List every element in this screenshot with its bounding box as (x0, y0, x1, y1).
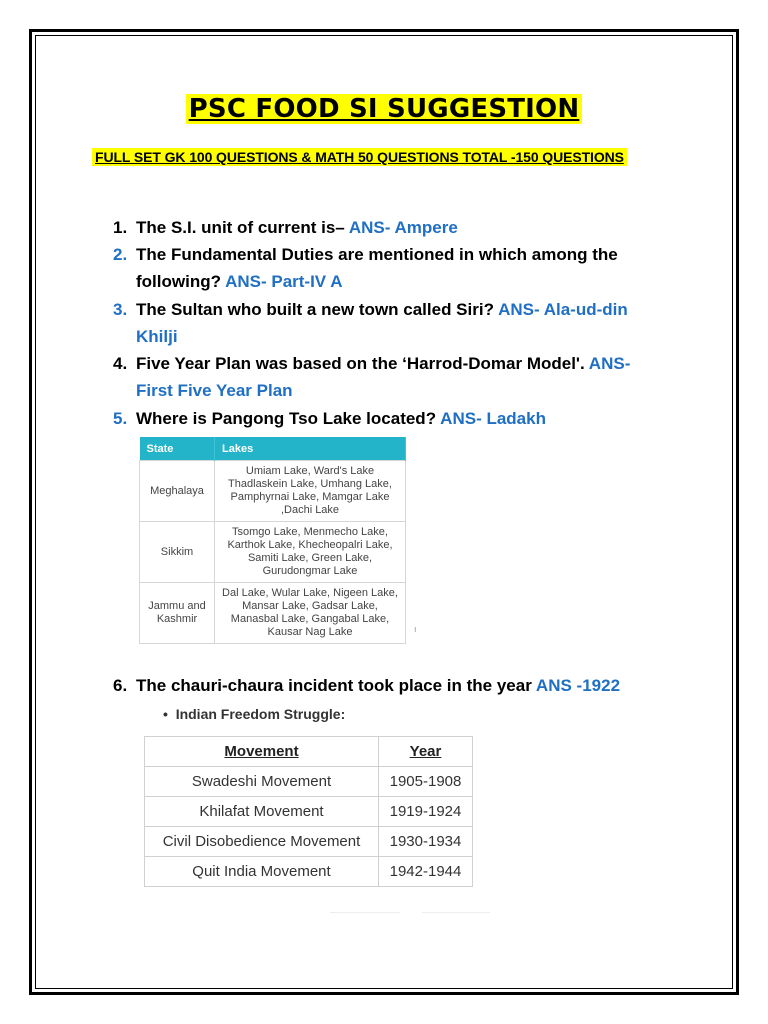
section-bullet (163, 706, 345, 722)
answer-text: ANS- (588, 354, 631, 373)
question-number: 3. (113, 300, 128, 319)
bullet-dot-icon: • (163, 706, 176, 722)
answer-text: ANS- Ala-ud-din (498, 300, 628, 319)
year-cell: 1942-1944 (379, 857, 473, 887)
question-continuation (113, 268, 673, 295)
answer-text: ANS- Ladakh (440, 409, 546, 428)
answer-continuation: Khilji (136, 327, 178, 346)
table-header-year: Year (379, 737, 473, 767)
table-row (140, 583, 406, 644)
bullet-text: Indian Freedom Struggle: (175, 706, 346, 722)
faint-divider (330, 912, 400, 913)
year-cell: 1930-1934 (379, 827, 473, 857)
lakes-cell: Tsomgo Lake, Menmecho Lake, Karthok Lake, Khecheopalri Lake, Samiti Lake, Green Lake, Gurudongmar Lake (215, 522, 406, 583)
question-text: The chauri-chaura incident took place in the year (136, 676, 536, 695)
question-3 (113, 296, 673, 350)
answer-text: ANS- Part-IV A (225, 272, 343, 291)
faint-divider (422, 912, 490, 913)
table-row (145, 767, 473, 797)
table-header-state: State (140, 437, 215, 461)
page-subtitle: FULL SET GK 100 QUESTIONS & MATH 50 QUESTIONS TOTAL -150 QUESTIONS (92, 148, 627, 166)
question-text: The S.I. unit of current is– (136, 218, 349, 237)
movement-cell: Khilafat Movement (145, 797, 379, 827)
table-header-lakes: Lakes (215, 437, 406, 461)
state-cell: Sikkim (140, 522, 215, 583)
question-text: The Sultan who built a new town called Siri? (136, 300, 499, 319)
question-6 (113, 672, 673, 699)
question-4 (113, 350, 673, 404)
movement-table (144, 736, 473, 887)
question-number: 4. (113, 354, 128, 373)
movement-cell: Swadeshi Movement (145, 767, 379, 797)
question-number: 6. (113, 676, 128, 695)
question-text: Where is Pangong Tso Lake located? (136, 409, 441, 428)
stray-mark: ı (414, 624, 417, 634)
year-cell: 1905-1908 (379, 767, 473, 797)
table-header-movement: Movement (145, 737, 379, 767)
table-header-row (140, 437, 406, 461)
lakes-cell: Umiam Lake, Ward's Lake Thadlaskein Lake, Umhang Lake, Pamphyrnai Lake, Mamgar Lake ,Dachi Lake (215, 461, 406, 522)
table-row (145, 857, 473, 887)
answer-continuation: First Five Year Plan (136, 381, 293, 400)
question-number: 5. (113, 409, 128, 428)
question-number: 2. (113, 245, 128, 264)
state-cell: Jammu and Kashmir (140, 583, 215, 644)
page-title: PSC FOOD SI SUGGESTION (186, 94, 583, 124)
question-number: 1. (113, 218, 128, 237)
question-text: The Fundamental Duties are mentioned in which among the (136, 245, 618, 264)
page-title-wrapper (0, 94, 768, 124)
answer-text: ANS -1922 (535, 676, 621, 695)
lakes-cell: Dal Lake, Wular Lake, Nigeen Lake, Mansar Lake, Gadsar Lake, Manasbal Lake, Gangabal Lake, Kausar Nag Lake (215, 583, 406, 644)
table-row (140, 522, 406, 583)
lakes-table (139, 437, 406, 644)
question-text: Five Year Plan was based on the ‘Harrod-Domar Model'. (136, 354, 589, 373)
state-cell: Meghalaya (140, 461, 215, 522)
movement-cell: Quit India Movement (145, 857, 379, 887)
question-text-cont: following? (136, 272, 226, 291)
question-2 (113, 241, 673, 295)
table-row (145, 827, 473, 857)
year-cell: 1919-1924 (379, 797, 473, 827)
table-row (140, 461, 406, 522)
table-row (145, 797, 473, 827)
table-header-row (145, 737, 473, 767)
movement-cell: Civil Disobedience Movement (145, 827, 379, 857)
question-1 (113, 214, 673, 241)
answer-text: ANS- Ampere (348, 218, 458, 237)
question-5 (113, 405, 673, 432)
